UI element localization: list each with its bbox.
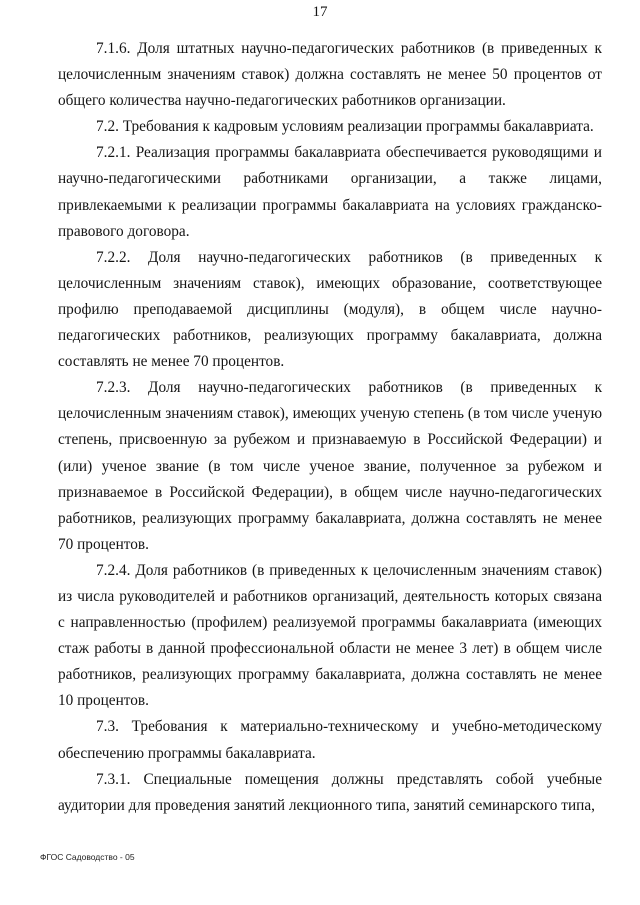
paragraph-7-1-6: 7.1.6. Доля штатных научно-педагогических работников (в приведенных к целочисленным значениям ставок) должна составлять не менее 50 процентов от общего количества научно-педагогических работников организации. — [58, 40, 602, 110]
paragraph-7-2-4: 7.2.4. Доля работников (в приведенных к целочисленным значениям ставок) из числа руководителей и работников организаций, деятельность которых связана с направленностью (профилем) реализуемой программы бакалавриата (имеющих стаж работы в данной профессиональной области не менее 3 лет) в общем числе работников, реализующих программу бакалавриата, должна составлять не менее 10 процентов. — [58, 561, 602, 710]
paragraph-7-2-3: 7.2.3. Доля научно-педагогических работников (в приведенных к целочисленным значениям ставок), имеющих ученую степень (в том числе ученую степень, присвоенную за рубежом и признаваемую в Российской Федерации) и (или) ученое звание (в том числе ученое звание, полученное за рубежом и признаваемое в Российской Федерации), в общем числе научно-педагогических работников, реализующих программу бакалавриата, должна составлять не менее 70 процентов. — [58, 379, 602, 553]
paragraph-7-2-1: 7.2.1. Реализация программы бакалавриата обеспечивается руководящими и научно-педагогическими работниками организации, а также лицами, привлекаемыми к реализации программы бакалавриата на условиях гражданско-правового договора. — [58, 144, 602, 240]
page-number: 17 — [312, 4, 328, 20]
paragraph-7-2-2: 7.2.2. Доля научно-педагогических работников (в приведенных к целочисленным значениям ставок), имеющих образование, соответствующее профилю преподаваемой дисциплины (модуля), в общем числе научно-педагогических работников, реализующих программу бакалавриата, должна составлять не менее 70 процентов. — [58, 248, 602, 371]
paragraph-7-2: 7.2. Требования к кадровым условиям реализации программы бакалавриата. — [96, 118, 594, 136]
paragraph-7-3: 7.3. Требования к материально-техническому и учебно-методическому обеспечению программы бакалавриата. — [58, 718, 602, 762]
document-body — [58, 36, 602, 819]
document-footer: ФГОС Садоводство - 05 — [40, 852, 135, 862]
paragraph-7-3-1: 7.3.1. Специальные помещения должны представлять собой учебные аудитории для проведения занятий лекционного типа, занятий семинарского типа, — [58, 770, 602, 814]
